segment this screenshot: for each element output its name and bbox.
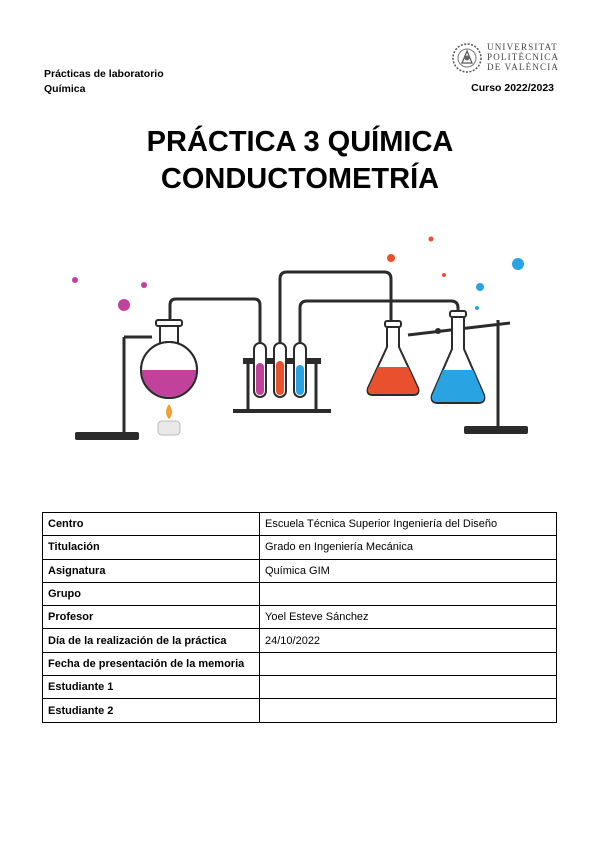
table-row <box>43 536 557 559</box>
row-label: Fecha de presentación de la memoria <box>43 652 260 675</box>
table-row <box>43 606 557 629</box>
upv-seal-icon <box>451 41 483 75</box>
header-line-quimica: Química <box>44 83 86 95</box>
table-row <box>43 676 557 699</box>
info-table <box>42 512 557 723</box>
row-label: Estudiante 2 <box>43 699 260 722</box>
row-label: Día de la realización de la práctica <box>43 629 260 652</box>
row-value <box>260 676 557 699</box>
row-label: Centro <box>43 513 260 536</box>
title-line-1: PRÁCTICA 3 QUÍMICA <box>146 126 454 158</box>
upv-logo <box>451 41 561 77</box>
header-line-practicas: Prácticas de laboratorio <box>44 68 164 80</box>
row-value: 24/10/2022 <box>260 629 557 652</box>
row-value <box>260 582 557 605</box>
row-value: Yoel Esteve Sánchez <box>260 606 557 629</box>
row-label: Titulación <box>43 536 260 559</box>
logo-line-1: UNIVERSITAT <box>487 42 558 52</box>
row-value <box>260 699 557 722</box>
logo-line-2: POLITÈCNICA <box>487 52 560 62</box>
table-row <box>43 629 557 652</box>
table-row <box>43 513 557 536</box>
row-label: Estudiante 1 <box>43 676 260 699</box>
logo-line-3: DE VALÈNCIA <box>487 62 560 72</box>
row-value: Grado en Ingeniería Mecánica <box>260 536 557 559</box>
header-subject <box>44 67 164 97</box>
header-course: Curso 2022/2023 <box>471 82 554 94</box>
table-row <box>43 559 557 582</box>
row-value: Química GIM <box>260 559 557 582</box>
table-row <box>43 582 557 605</box>
table-row <box>43 652 557 675</box>
row-label: Profesor <box>43 606 260 629</box>
table-row <box>43 699 557 722</box>
row-value <box>260 652 557 675</box>
title-line-2: CONDUCTOMETRÍA <box>160 163 440 195</box>
row-value: Escuela Técnica Superior Ingeniería del Diseño <box>260 513 557 536</box>
chemistry-lab-equipment-icon <box>60 225 540 445</box>
row-label: Asignatura <box>43 559 260 582</box>
row-label: Grupo <box>43 582 260 605</box>
page-title <box>0 124 600 198</box>
